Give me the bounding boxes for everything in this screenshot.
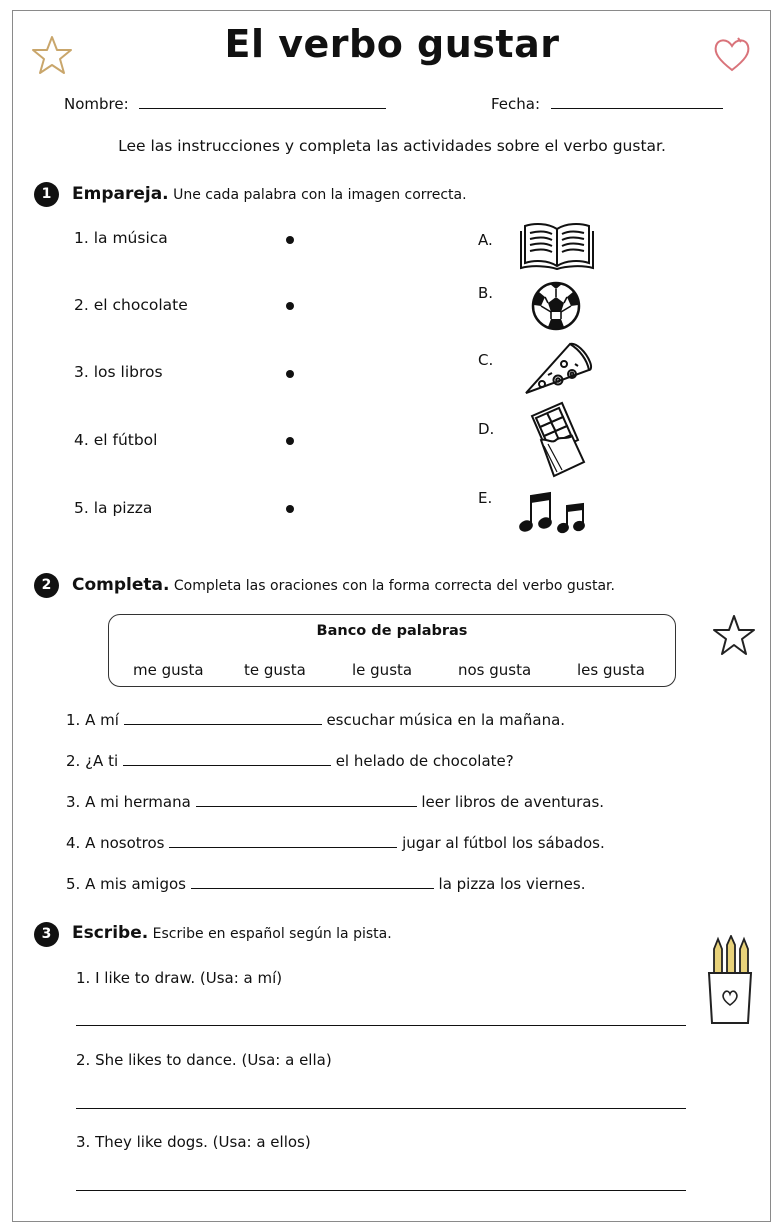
- sentence-end: la pizza los viernes.: [438, 875, 586, 893]
- answer-line[interactable]: [76, 1025, 686, 1026]
- word-bank-word: me gusta: [133, 661, 204, 679]
- instructions: Lee las instrucciones y completa las actividades sobre el verbo gustar.: [118, 137, 666, 155]
- match-dot[interactable]: [286, 236, 294, 244]
- sentence-blank[interactable]: [123, 765, 331, 766]
- sentence: [66, 875, 585, 893]
- sentence-start: 2. ¿A ti: [66, 752, 119, 770]
- sentence-start: 1. A mí: [66, 711, 119, 729]
- match-letter: B.: [478, 284, 494, 302]
- word-bank-word: te gusta: [244, 661, 306, 679]
- section-1-number: 1: [34, 182, 59, 207]
- writing-prompt: 1. I like to draw. (Usa: a mí): [76, 969, 283, 987]
- sentence-start: 4. A nosotros: [66, 834, 165, 852]
- match-item: 3. los libros: [74, 363, 163, 381]
- chocolate-bar-icon: [522, 400, 590, 482]
- section-1-title: Empareja.: [72, 184, 169, 204]
- answer-line[interactable]: [76, 1108, 686, 1109]
- word-bank-word: le gusta: [352, 661, 413, 679]
- section-2-header: [72, 575, 615, 595]
- pencil-cup-icon: [702, 935, 758, 1027]
- writing-prompt: 3. They like dogs. (Usa: a ellos): [76, 1133, 311, 1151]
- sentence-blank[interactable]: [196, 806, 417, 807]
- sentence-blank[interactable]: [124, 724, 322, 725]
- answer-line[interactable]: [76, 1190, 686, 1191]
- star-outline-icon: [711, 613, 757, 659]
- sentence: [66, 752, 514, 770]
- music-notes-icon: [518, 490, 590, 534]
- match-dot[interactable]: [286, 437, 294, 445]
- match-dot[interactable]: [286, 505, 294, 513]
- date-label: Fecha:: [491, 95, 541, 113]
- sentence-end: escuchar música en la mañana.: [326, 711, 566, 729]
- section-3-number: 3: [34, 922, 59, 947]
- sentence-end: jugar al fútbol los sábados.: [402, 834, 605, 852]
- match-item: 5. la pizza: [74, 499, 153, 517]
- name-blank[interactable]: [139, 108, 386, 109]
- word-bank-title: Banco de palabras: [316, 623, 468, 639]
- section-2-title: Completa.: [72, 575, 170, 595]
- writing-prompt: 2. She likes to dance. (Usa: a ella): [76, 1051, 332, 1069]
- sentence-end: leer libros de aventuras.: [421, 793, 605, 811]
- match-letter: C.: [478, 351, 494, 369]
- match-item: 4. el fútbol: [74, 431, 158, 449]
- sentence: [66, 711, 565, 729]
- sentence: [66, 793, 604, 811]
- soccer-ball-icon: [530, 280, 582, 332]
- word-bank-word: les gusta: [577, 661, 645, 679]
- section-2-instruction: Completa las oraciones con la forma correcta del verbo gustar.: [173, 578, 615, 594]
- match-item: 2. el chocolate: [74, 296, 188, 314]
- sentence-blank[interactable]: [191, 888, 434, 889]
- match-letter: D.: [478, 420, 495, 438]
- sentence: [66, 834, 605, 852]
- pizza-slice-icon: [520, 340, 594, 398]
- name-field: [64, 95, 386, 113]
- sentence-blank[interactable]: [169, 847, 397, 848]
- match-item: 1. la música: [74, 229, 168, 247]
- sentence-end: el helado de chocolate?: [335, 752, 514, 770]
- section-3-title: Escribe.: [72, 923, 149, 943]
- date-field: [491, 95, 723, 113]
- sentence-start: 3. A mi hermana: [66, 793, 191, 811]
- section-3-header: [72, 923, 392, 943]
- section-2-number: 2: [34, 573, 59, 598]
- section-1-header: [72, 184, 467, 204]
- match-letter: A.: [478, 231, 493, 249]
- word-bank-word: nos gusta: [458, 661, 532, 679]
- match-dot[interactable]: [286, 370, 294, 378]
- book-icon: [518, 219, 596, 271]
- section-1-instruction: Une cada palabra con la imagen correcta.: [173, 187, 467, 203]
- match-dot[interactable]: [286, 302, 294, 310]
- section-3-instruction: Escribe en español según la pista.: [152, 926, 392, 942]
- sentence-start: 5. A mis amigos: [66, 875, 186, 893]
- date-blank[interactable]: [551, 108, 723, 109]
- page-title: El verbo gustar: [224, 22, 560, 66]
- match-letter: E.: [478, 489, 493, 507]
- name-label: Nombre:: [64, 95, 129, 113]
